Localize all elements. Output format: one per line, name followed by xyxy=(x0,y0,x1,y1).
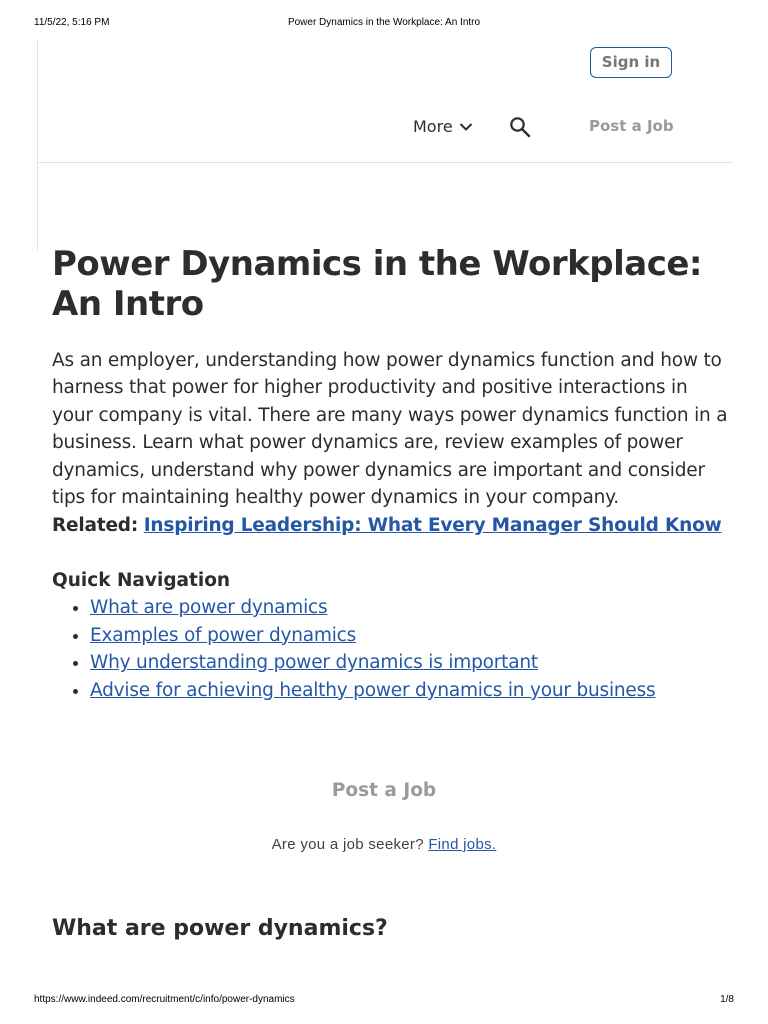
sign-in-button[interactable]: Sign in xyxy=(590,47,672,78)
print-footer xyxy=(0,994,768,1008)
search-button[interactable] xyxy=(509,116,531,142)
quick-nav-link[interactable]: Advise for achieving healthy power dynamics in your business xyxy=(90,679,656,701)
list-item xyxy=(90,677,655,705)
more-menu-button[interactable] xyxy=(413,117,473,136)
print-url: https://www.indeed.com/recruitment/c/info/power-dynamics xyxy=(34,994,295,1005)
quick-nav-link[interactable]: What are power dynamics xyxy=(90,597,328,618)
print-datetime: 11/5/22, 5:16 PM xyxy=(34,17,110,28)
print-header xyxy=(0,17,768,31)
intro-paragraph: As an employer, understanding how power dynamics function and how to harness that power for higher productivity and positive interactions in your company is vital. There are many ways power dynamics function in a business. Learn what power dynamics are, review examples of power dynamics, understand why power dynamics are important and consider tips for maintaining healthy power dynamics in your company. xyxy=(52,350,728,509)
related-line xyxy=(52,512,732,539)
list-item xyxy=(90,649,655,677)
job-seeker-text: Are you a job seeker? xyxy=(271,836,424,853)
post-job-nav-link[interactable]: Post a Job xyxy=(589,117,674,135)
find-jobs-link[interactable]: Find jobs. xyxy=(428,836,497,853)
print-title: Power Dynamics in the Workplace: An Intro xyxy=(287,17,481,28)
quick-nav-link[interactable]: Why understanding power dynamics is important xyxy=(90,652,538,674)
list-item xyxy=(90,594,655,622)
related-label: Related: xyxy=(52,515,139,536)
more-label: More xyxy=(413,117,453,136)
search-icon xyxy=(509,116,531,138)
post-job-cta-button[interactable]: Post a Job xyxy=(331,780,437,801)
list-item xyxy=(90,622,655,650)
site-header xyxy=(37,40,733,163)
quick-navigation-title: Quick Navigation xyxy=(52,570,231,591)
job-seeker-line xyxy=(0,836,768,853)
page-title: Power Dynamics in the Workplace: An Intro xyxy=(52,244,703,324)
article-header xyxy=(52,244,732,324)
related-article-link[interactable]: Inspiring Leadership: What Every Manager Should Know xyxy=(143,515,722,536)
quick-navigation-list xyxy=(52,594,655,704)
section-heading: What are power dynamics? xyxy=(52,916,388,941)
chevron-down-icon xyxy=(459,122,473,132)
quick-nav-link[interactable]: Examples of power dynamics xyxy=(90,624,357,646)
print-page-number: 1/8 xyxy=(720,994,734,1005)
